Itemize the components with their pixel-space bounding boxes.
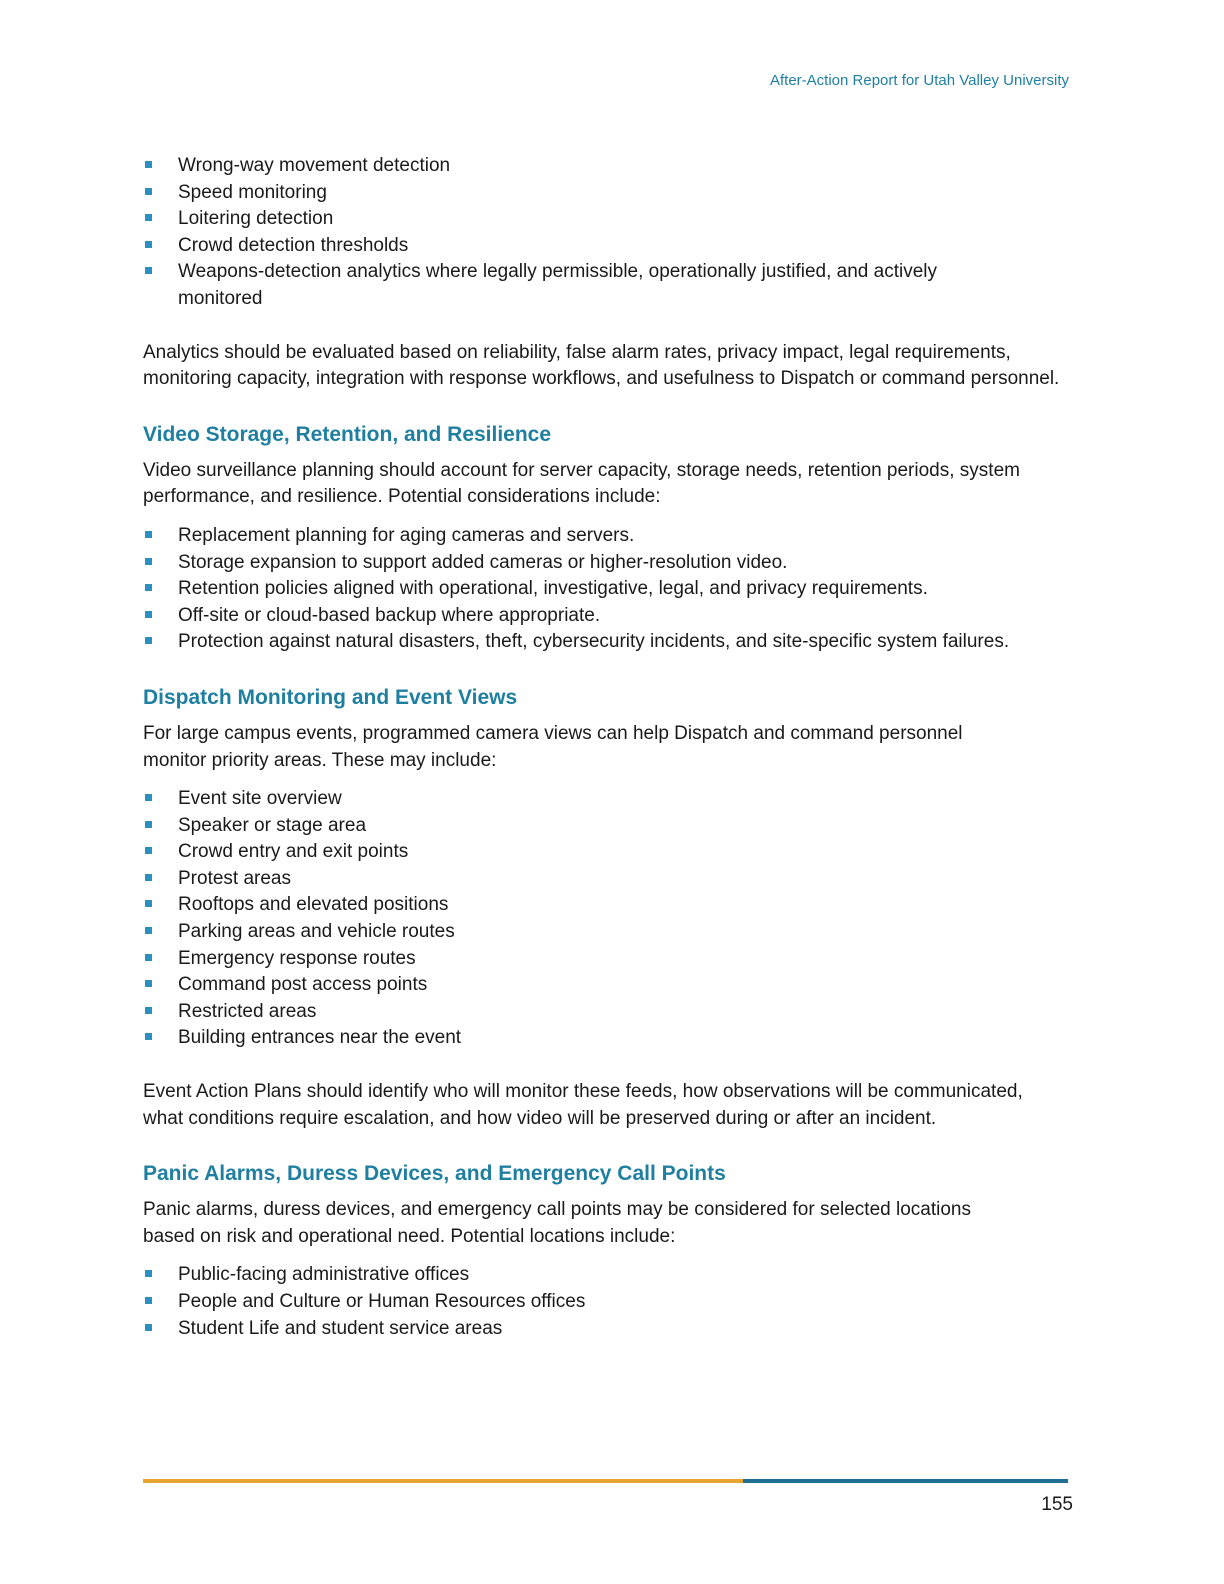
list-item-text: Student Life and student service areas [178,1317,503,1339]
list-item-text: Restricted areas [178,1000,317,1022]
square-bullet-icon [145,1033,152,1040]
square-bullet-icon [145,584,152,591]
list-item-text: Protection against natural disasters, theft, cybersecurity incidents, and site-specific system failures. [178,631,1010,653]
list-item [143,550,1073,577]
dispatch-list [143,786,1073,1052]
square-bullet-icon [145,531,152,538]
list-item [143,603,1073,630]
list-item [143,180,1073,207]
list-item [143,259,1073,312]
list-item [143,919,1073,946]
square-bullet-icon [145,637,152,644]
square-bullet-icon [145,1270,152,1277]
square-bullet-icon [145,980,152,987]
section-heading-storage: Video Storage, Retention, and Resilience [143,422,552,446]
panic-intro: Panic alarms, duress devices, and emergency call points may be considered for selected locations based on risk and operational need. Potential locations include: [143,1199,971,1247]
list-item-text: Weapons-detection analytics where legally permissible, operationally justified, and actively monitored [178,261,937,309]
square-bullet-icon [145,188,152,195]
panic-list [143,1262,1073,1342]
square-bullet-icon [145,241,152,248]
list-item-text: Off-site or cloud-based backup where appropriate. [178,604,601,626]
list-item-text: Building entrances near the event [178,1027,462,1049]
list-item [143,1262,1073,1289]
list-item-text: Speed monitoring [178,181,327,203]
square-bullet-icon [145,214,152,221]
list-item [143,1316,1073,1343]
list-item [143,999,1073,1026]
list-item [143,786,1073,813]
page-number: 155 [1041,1494,1073,1515]
dispatch-intro: For large campus events, programmed camera views can help Dispatch and command personnel monitor priority areas. These may include: [143,722,963,771]
list-item-text: Loitering detection [178,208,334,230]
list-item-text: Storage expansion to support added cameras or higher-resolution video. [178,551,788,573]
list-item-text: Rooftops and elevated positions [178,894,449,916]
list-item [143,946,1073,973]
section-heading-dispatch: Dispatch Monitoring and Event Views [143,685,518,709]
analytics-list [143,153,1073,313]
section-heading-panic: Panic Alarms, Duress Devices, and Emergency Call Points [143,1162,726,1186]
list-item-text: Wrong-way movement detection [178,155,451,176]
dispatch-closing: Event Action Plans should identify who will monitor these feeds, how observations will be communicated, what conditions require escalation, and how video will be preserved during or after an incident. [143,1081,1023,1129]
square-bullet-icon [145,874,152,881]
square-bullet-icon [145,847,152,854]
list-item-text: Parking areas and vehicle routes [178,921,455,943]
list-item-text: Crowd entry and exit points [178,841,409,863]
list-item-text: People and Culture or Human Resources offices [178,1291,586,1312]
list-item-text: Retention policies aligned with operational, investigative, legal, and privacy requirements. [178,578,928,600]
square-bullet-icon [145,161,152,168]
list-item [143,153,1073,180]
list-item-text: Speaker or stage area [178,814,367,836]
list-item [143,523,1073,550]
list-item-text: Event site overview [178,788,342,810]
list-item [143,892,1073,919]
running-header: After-Action Report for Utah Valley University [770,72,1069,89]
square-bullet-icon [145,954,152,961]
list-item [143,972,1073,999]
storage-intro: Video surveillance planning should account for server capacity, storage needs, retention periods, system performance, and resilience. Potential considerations include: [143,459,1020,508]
footer-rule-gold-segment [143,1479,743,1483]
list-item [143,866,1073,893]
square-bullet-icon [145,611,152,618]
footer-rule [143,1479,1068,1483]
square-bullet-icon [145,821,152,828]
square-bullet-icon [145,267,152,274]
list-item-text: Command post access points [178,974,428,996]
list-item [143,839,1073,866]
square-bullet-icon [145,900,152,907]
analytics-paragraph: Analytics should be evaluated based on reliability, false alarm rates, privacy impact, legal requirements, monitoring capacity, integration with response workflows, and usefulness to Dispatch or command personnel. [143,341,1060,390]
square-bullet-icon [145,1297,152,1304]
page-content [143,153,1073,1342]
square-bullet-icon [145,1324,152,1331]
list-item-text: Protest areas [178,867,291,889]
storage-list [143,523,1073,656]
list-item [143,233,1073,260]
list-item-text: Emergency response routes [178,947,416,969]
square-bullet-icon [145,558,152,565]
list-item [143,1025,1073,1052]
list-item [143,813,1073,840]
square-bullet-icon [145,1007,152,1014]
footer-rule-blue-segment [743,1479,1068,1483]
square-bullet-icon [145,794,152,801]
list-item [143,206,1073,233]
list-item-text: Public-facing administrative offices [178,1264,470,1286]
list-item [143,629,1073,656]
list-item [143,576,1073,603]
list-item-text: Crowd detection thresholds [178,234,409,256]
list-item-text: Replacement planning for aging cameras and servers. [178,524,635,546]
square-bullet-icon [145,927,152,934]
list-item [143,1289,1073,1316]
